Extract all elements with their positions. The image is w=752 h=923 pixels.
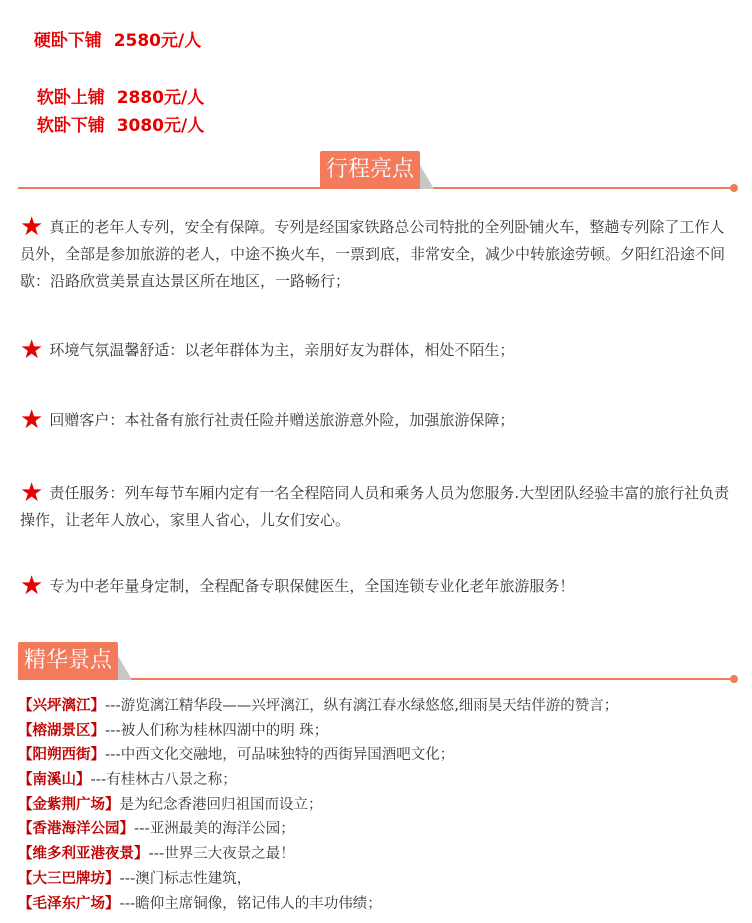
highlight-item [20, 214, 732, 295]
highlight-text: 专为中老年量身定制，全程配备专职保健医生，全国连锁专业化老年旅游服务！ [49, 577, 575, 595]
scenic-title: 精华景点 [18, 642, 118, 680]
tab-fold-decoration [118, 656, 132, 680]
berth-type: 软卧上铺 [36, 88, 105, 108]
berth-type: 软卧下铺 [36, 116, 105, 136]
list-item [18, 719, 738, 744]
tab-fold-decoration [420, 165, 434, 189]
highlight-item [20, 337, 732, 364]
star-icon: ★ [20, 335, 44, 365]
list-item [18, 867, 738, 892]
scenic-desc: ---游览漓江精华段——兴坪漓江，纵有漓江春水绿悠悠,细雨昊天结伴游的赞言； [105, 698, 619, 714]
berth-price: 2580元/人 [113, 31, 202, 51]
scenic-list [18, 694, 738, 916]
list-item [18, 694, 738, 719]
list-item [18, 768, 738, 793]
scenic-name: 【榕湖景区】 [18, 722, 105, 739]
scenic-desc: ---中西文化交融地，可品味独特的西街异国酒吧文化； [105, 747, 455, 764]
scenic-name: 【金紫荆广场】 [18, 796, 120, 813]
highlights-header [18, 149, 734, 189]
scenic-name: 【香港海洋公园】 [18, 821, 134, 838]
scenic-name: 【兴坪漓江】 [18, 698, 105, 714]
highlight-text: 环境气氛温馨舒适：以老年群体为主，亲朋好友为群体，相处不陌生； [49, 341, 515, 359]
berth-price: 2880元/人 [116, 88, 205, 108]
highlight-text: 真正的老年人专列，安全有保障。专列是经国家铁路总公司特批的全列卧铺火车，整趟专列除了工作人员外，全部是参加旅游的老人，中途不换火车，一票到底，非常安全，减少中转旅途劳顿。夕阳红沿途不间歇：沿路欣赏美景直达景区所在地区，一路畅行； [20, 218, 726, 290]
scenic-desc: ---瞻仰主席铜像，铭记伟人的丰功伟绩； [119, 895, 382, 912]
scenic-name: 【南溪山】 [18, 772, 91, 789]
highlight-text: 回赠客户：本社备有旅行社责任险并赠送旅游意外险，加强旅游保障； [49, 411, 515, 429]
scenic-desc: ---被人们称为桂林四湖中的明 珠； [105, 722, 329, 739]
scenic-desc: ---澳门标志性建筑， [119, 870, 252, 887]
highlight-item [20, 480, 732, 534]
scenic-name: 【阳朔西街】 [18, 747, 105, 764]
scenic-desc: ---世界三大夜景之最！ [148, 846, 295, 863]
divider-end-dot [730, 184, 738, 192]
list-item [18, 842, 738, 867]
highlights-title: 行程亮点 [320, 151, 420, 189]
star-icon: ★ [20, 405, 44, 435]
divider-end-dot [730, 675, 738, 683]
list-item [18, 817, 738, 842]
star-icon: ★ [20, 478, 44, 508]
price-line-hard-lower [22, 6, 201, 51]
highlight-item [20, 573, 732, 600]
berth-type: 硬卧下铺 [33, 31, 102, 51]
scenic-name: 【维多利亚港夜景】 [18, 846, 149, 863]
scenic-name: 【大三巴牌坊】 [18, 870, 120, 887]
scenic-desc: ---有桂林古八景之称； [90, 772, 237, 789]
list-item [18, 793, 738, 818]
star-icon: ★ [20, 571, 44, 601]
star-icon: ★ [20, 212, 44, 242]
list-item [18, 743, 738, 768]
scenic-desc: 是为纪念香港回归祖国而设立； [119, 796, 323, 813]
scenic-name: 【毛泽东广场】 [18, 895, 120, 912]
list-item [18, 892, 738, 917]
scenic-header [18, 640, 734, 680]
highlight-item [20, 407, 732, 434]
berth-price: 3080元/人 [116, 116, 205, 136]
scenic-desc: ---亚洲最美的海洋公园； [134, 821, 295, 838]
price-line-soft-lower [25, 91, 204, 136]
highlight-text: 责任服务：列车每节车厢内定有一名全程陪同人员和乘务人员为您服务.大型团队经验丰富的旅行社负责操作，让老年人放心，家里人省心，儿女们安心。 [20, 484, 730, 529]
